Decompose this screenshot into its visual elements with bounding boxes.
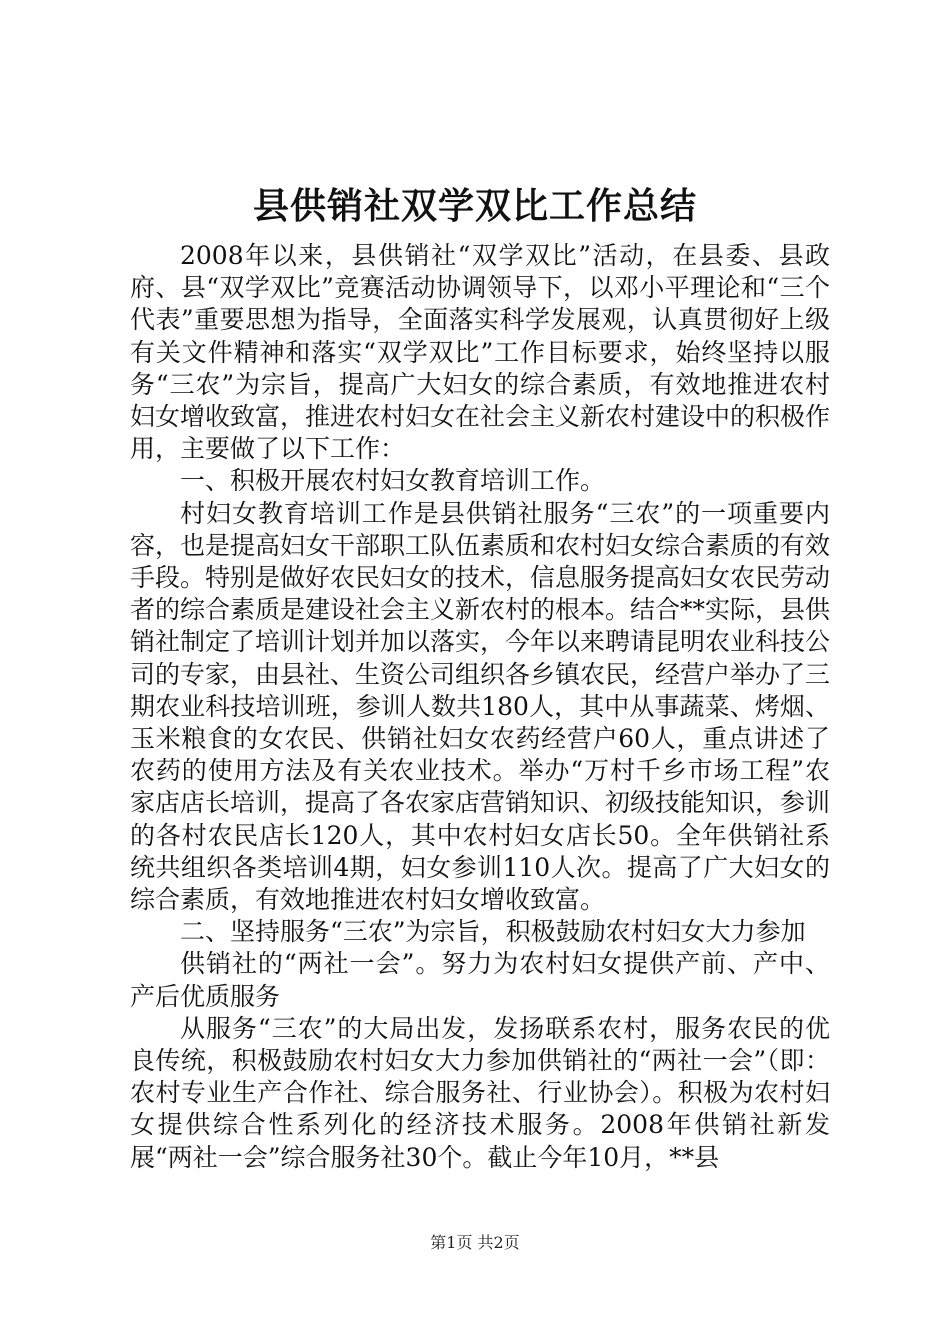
page-footer: 第1页 共2页 xyxy=(430,1233,520,1252)
heading-section-2-continued: 供销社的“两社一会”。努力为农村妇女提供产前、产中、产后优质服务 xyxy=(130,949,830,1011)
paragraph-section-1: 村妇女教育培训工作是县供销社服务“三农”的一项重要内容，也是提高妇女干部职工队伍素质和农村妇女综合素质的有效手段。特别是做好农民妇女的技术，信息服务提高妇女农民劳动者的综合素质是建设社会主义新农村的根本。结合**实际，县供销社制定了培训计划并加以落实，今年以来聘请昆明农业科技公司的专家，由县社、生资公司组织各乡镇农民，经营户举办了三期农业科技培训班，参训人数共180人，其中从事蔬菜、烤烟、玉米粮食的女农民、供销社妇女农药经营户60人，重点讲述了农药的使用方法及有关农业技术。举办“万村千乡市场工程”农家店店长培训，提高了各农家店营销知识、初级技能知识，参训的各村农民店长120人，其中农村妇女店长50。全年供销社系统共组织各类培训4期，妇女参训110人次。提高了广大妇女的综合素质，有效地推进农村妇女增收致富。 xyxy=(130,498,831,915)
heading-section-1: 一、积极开展农村妇女教育培训工作。 xyxy=(180,466,606,496)
paragraph-section-2: 从服务“三农”的大局出发，发扬联系农村，服务农民的优良传统，积极鼓励农村妇女大力参加供销社的“两社一会”（即：农村专业生产合作社、综合服务社、行业协会）。积极为农村妇女提供综合性系列化的经济技术服务。2008年供销社新发展“两社一会”综合服务社30个。截止今年10月，**县 xyxy=(130,1013,830,1172)
document-body xyxy=(130,240,830,1174)
heading-section-2: 二、坚持服务“三农”为宗旨，积极鼓励农村妇女大力参加 xyxy=(180,917,806,947)
paragraph-intro: 2008年以来，县供销社“双学双比”活动，在县委、县政府、县“双学双比”竞赛活动协调领导下，以邓小平理论和“三个代表”重要思想为指导，全面落实科学发展观，认真贯彻好上级有关文件精神和落实“双学双比”工作目标要求，始终坚持以服务“三农”为宗旨，提高广大妇女的综合素质，有效地推进农村妇女增收致富，推进农村妇女在社会主义新农村建设中的积极作用，主要做了以下工作： xyxy=(130,241,831,464)
document-title: 县供销社双学双比工作总结 xyxy=(252,186,697,227)
